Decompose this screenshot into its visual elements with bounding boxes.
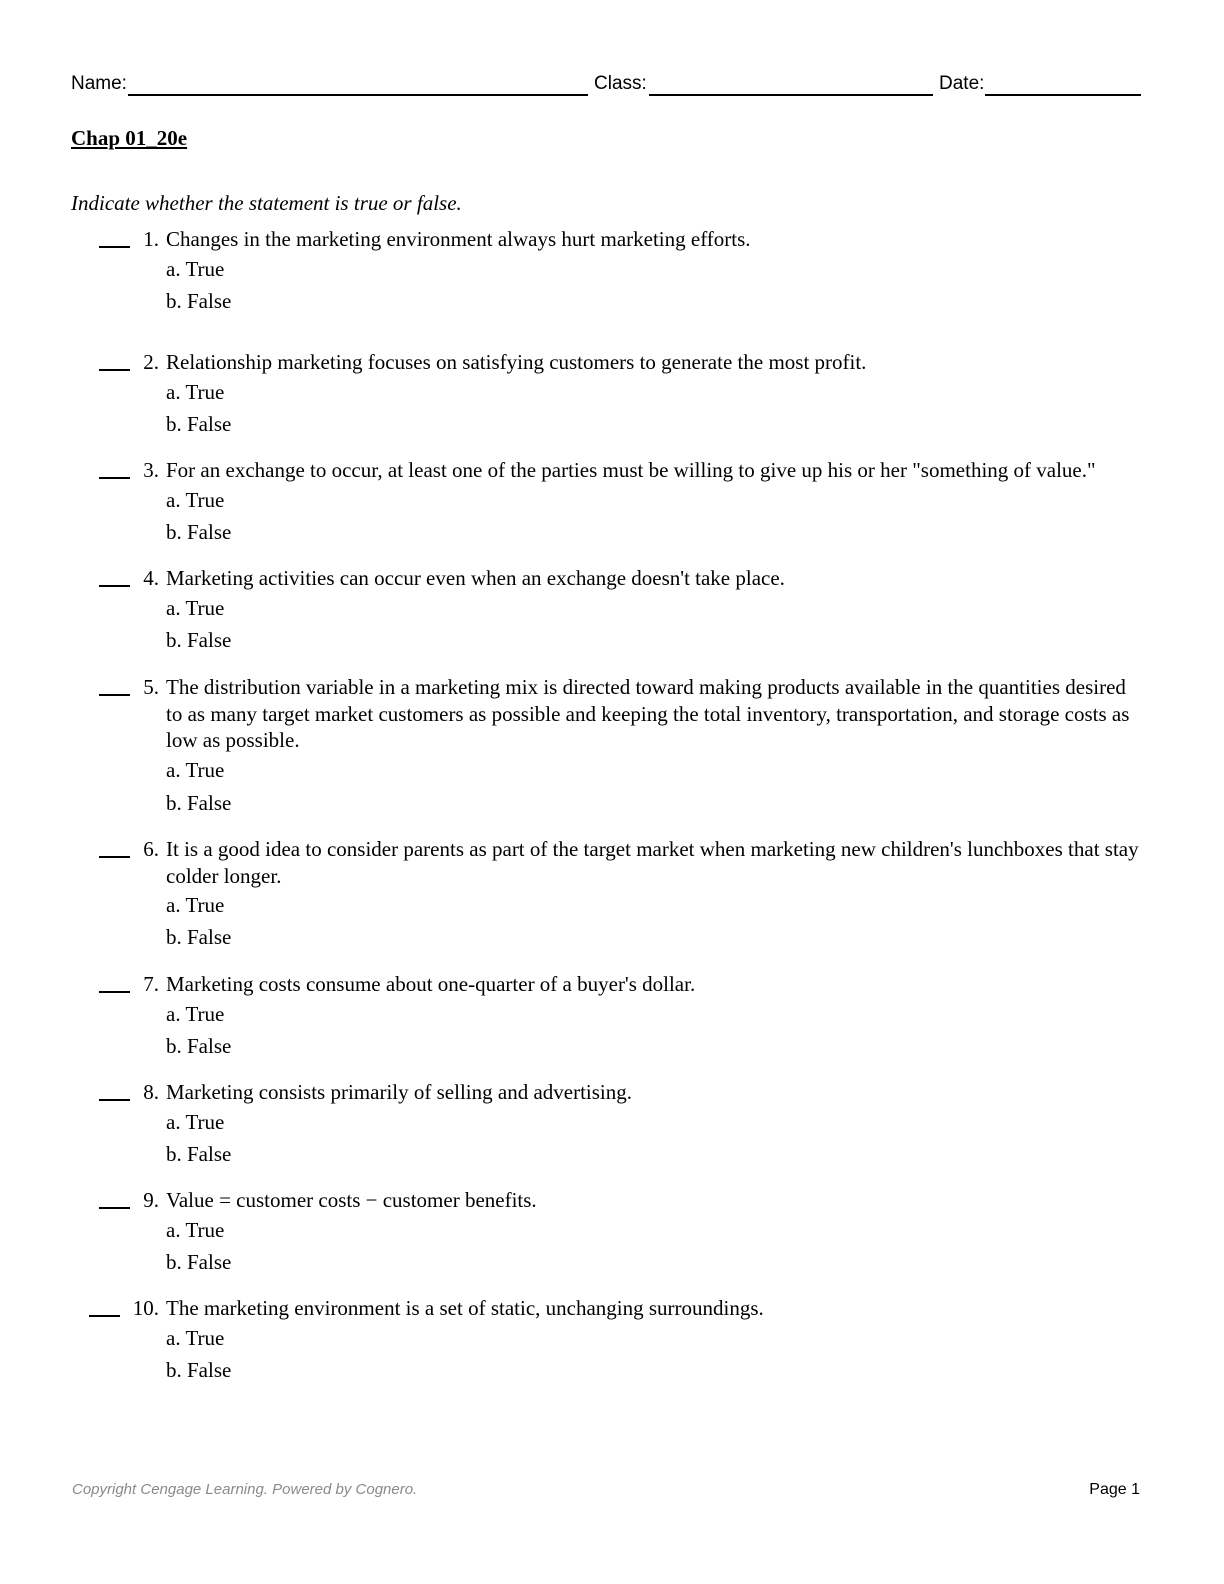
question-number: 8. [143,1080,159,1104]
option-true[interactable]: a. True [166,1110,225,1134]
option-false[interactable]: b. False [166,628,232,652]
question-text: The marketing environment is a set of static, unchanging surroundings. [166,1296,764,1320]
date-label: Date: [939,73,985,94]
question-number: 10. [132,1296,159,1320]
option-true[interactable]: a. True [166,1326,225,1350]
question-number: 1. [143,227,159,251]
option-false[interactable]: b. False [166,1250,232,1274]
option-false[interactable]: b. False [166,520,232,544]
option-true[interactable]: a. True [166,758,225,782]
option-false[interactable]: b. False [166,925,232,949]
date-field[interactable] [985,94,1141,96]
name-label: Name: [71,73,127,94]
class-field[interactable] [649,94,933,96]
option-false[interactable]: b. False [166,1034,232,1058]
question-text: Value = customer costs − customer benefits. [166,1188,537,1212]
option-true[interactable]: a. True [166,596,225,620]
question-text: It is a good idea to consider parents as part of the target market when marketing new children's lunchboxes that stay colder longer. [166,837,1139,888]
class-label: Class: [594,73,647,94]
option-true[interactable]: a. True [166,257,225,281]
question-text: Marketing consists primarily of selling and advertising. [166,1080,632,1104]
question-number: 5. [143,675,159,699]
option-false[interactable]: b. False [166,1142,232,1166]
question-text: Marketing activities can occur even when an exchange doesn't take place. [166,566,785,590]
option-false[interactable]: b. False [166,791,232,815]
question-text: For an exchange to occur, at least one of the parties must be willing to give up his or her "something of value." [166,458,1096,482]
question-number: 3. [143,458,159,482]
header [71,72,1141,98]
option-true[interactable]: a. True [166,380,225,404]
question-text: Marketing costs consume about one-quarter of a buyer's dollar. [166,972,696,996]
option-true[interactable]: a. True [166,1002,225,1026]
option-true[interactable]: a. True [166,893,225,917]
page-number: Page 1 [1089,1481,1140,1498]
instructions: Indicate whether the statement is true or false. [71,191,462,215]
option-true[interactable]: a. True [166,488,225,512]
question-text: The distribution variable in a marketing mix is directed toward making products available in the quantities desired to as many target market customers as possible and keeping the total inventory, transportation, and storage costs as low as possible. [166,675,1130,752]
question-number: 6. [143,837,159,861]
footer-copyright: Copyright Cengage Learning. Powered by Cognero. [72,1481,418,1498]
option-true[interactable]: a. True [166,1218,225,1242]
option-false[interactable]: b. False [166,412,232,436]
question-number: 9. [143,1188,159,1212]
option-false[interactable]: b. False [166,1358,232,1382]
question-number: 2. [143,350,159,374]
question-text: Changes in the marketing environment always hurt marketing efforts. [166,227,751,251]
question-text: Relationship marketing focuses on satisfying customers to generate the most profit. [166,350,867,374]
name-field[interactable] [128,94,588,96]
question-number: 7. [143,972,159,996]
question-number: 4. [143,566,159,590]
option-false[interactable]: b. False [166,289,232,313]
page-title: Chap 01_20e [71,126,188,150]
